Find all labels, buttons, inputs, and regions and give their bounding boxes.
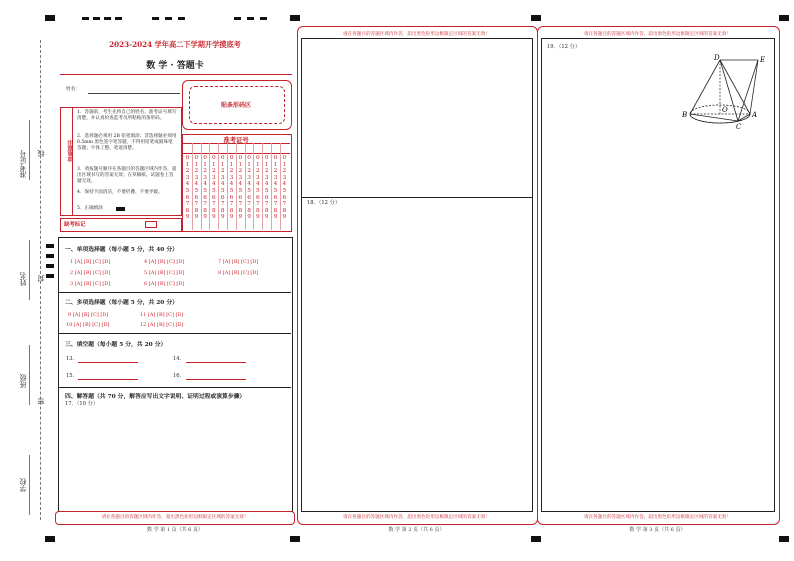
fill-14-line[interactable] xyxy=(186,362,246,363)
exam-digit-bubble[interactable]: 8 xyxy=(220,207,225,214)
exam-digit-bubble[interactable]: 5 xyxy=(247,187,251,194)
exam-digit-bubble[interactable]: 4 xyxy=(229,181,234,188)
exam-number-column[interactable] xyxy=(246,155,253,221)
notice-page2-top: 请在各题目的答题区域内作答，超出黑色矩形边框限定区域的答案无效！ xyxy=(342,32,490,37)
section-rule xyxy=(59,333,291,334)
exam-number-separator xyxy=(236,143,237,230)
exam-digit-bubble[interactable]: 3 xyxy=(264,174,269,181)
exam-digit-bubble[interactable]: 2 xyxy=(273,168,278,175)
exam-number-separator xyxy=(245,143,246,230)
exam-digit-bubble[interactable]: 0 xyxy=(229,155,234,161)
timing-mark xyxy=(45,536,55,542)
exam-digit-bubble[interactable]: 6 xyxy=(229,194,234,201)
footer-page2: 数 学 第 2 页（共 6 页） xyxy=(388,527,445,533)
exam-digit-bubble[interactable]: 1 xyxy=(238,161,243,168)
exam-digit-bubble[interactable]: 9 xyxy=(185,214,190,221)
exam-digit-bubble[interactable]: 0 xyxy=(247,155,251,161)
exam-digit-bubble[interactable]: 7 xyxy=(229,201,234,208)
exam-digit-bubble[interactable]: 6 xyxy=(185,194,190,201)
exam-digit-bubble[interactable]: 3 xyxy=(282,174,287,181)
fill-16-line[interactable] xyxy=(186,379,246,380)
exam-digit-bubble[interactable]: 9 xyxy=(282,214,287,221)
exam-number-column[interactable] xyxy=(254,155,261,221)
exam-digit-bubble[interactable]: 6 xyxy=(282,194,287,201)
mcq-4[interactable]: 4 [A] [B] [C] [D] xyxy=(144,259,185,265)
exam-digit-bubble[interactable]: 4 xyxy=(282,181,287,188)
figure-label-E: E xyxy=(760,56,766,64)
exam-digit-bubble[interactable]: 3 xyxy=(220,174,225,181)
exam-digit-bubble[interactable]: 5 xyxy=(185,187,190,194)
exam-digit-bubble[interactable]: 9 xyxy=(194,214,199,221)
exam-digit-bubble[interactable]: 8 xyxy=(247,207,251,214)
exam-digit-bubble[interactable]: 5 xyxy=(203,187,207,194)
section-rule xyxy=(59,292,291,293)
exam-digit-bubble[interactable]: 0 xyxy=(194,155,199,161)
exam-digit-bubble[interactable]: 4 xyxy=(256,181,260,188)
side-label-class: 班级 xyxy=(19,374,27,388)
exam-digit-bubble[interactable]: 1 xyxy=(264,161,269,168)
exam-digit-bubble[interactable]: 3 xyxy=(229,174,234,181)
exam-number-column[interactable] xyxy=(237,155,244,221)
timing-mark xyxy=(779,536,789,542)
exam-digit-bubble[interactable]: 1 xyxy=(194,161,199,168)
exam-digit-bubble[interactable]: 4 xyxy=(194,181,199,188)
cone-figure xyxy=(678,52,770,136)
exam-digit-bubble[interactable]: 1 xyxy=(212,161,216,168)
section3-title: 三、填空题（每小题 5 分，共 20 分） xyxy=(65,342,167,348)
figure-label-D: D xyxy=(714,54,720,62)
subject-title: 数 学 · 答题卡 xyxy=(146,61,204,71)
exam-digit-bubble[interactable]: 6 xyxy=(220,194,225,201)
exam-digit-bubble[interactable]: 5 xyxy=(282,187,287,194)
exam-digit-bubble[interactable]: 7 xyxy=(273,201,278,208)
exam-digit-bubble[interactable]: 0 xyxy=(282,155,287,161)
exam-digit-bubble[interactable]: 8 xyxy=(212,207,216,214)
side-label-seal: 封 xyxy=(37,275,45,282)
exam-digit-bubble[interactable]: 9 xyxy=(247,214,251,221)
mcq-2[interactable]: 2 [A] [B] [C] [D] xyxy=(70,270,111,276)
question-19-label: 19．（12 分） xyxy=(547,44,581,50)
exam-digit-bubble[interactable]: 3 xyxy=(238,174,243,181)
timing-mark xyxy=(82,17,89,20)
timing-mark xyxy=(531,15,541,21)
fill-14-label: 14. xyxy=(173,356,182,362)
binding-line xyxy=(40,40,41,520)
exam-digit-bubble[interactable]: 6 xyxy=(247,194,251,201)
side-label-line: 线 xyxy=(37,150,45,157)
exam-digit-bubble[interactable]: 8 xyxy=(282,207,287,214)
exam-digit-bubble[interactable]: 7 xyxy=(203,201,207,208)
exam-digit-bubble[interactable]: 8 xyxy=(273,207,278,214)
fill-13-line[interactable] xyxy=(78,362,138,363)
exam-title: 2023-2024 学年高二下学期开学摸底考 xyxy=(109,40,241,49)
exam-digit-bubble[interactable]: 2 xyxy=(247,168,251,175)
instruction-item-5: 5．正确填涂 xyxy=(77,206,103,211)
timing-mark xyxy=(46,254,54,258)
exam-digit-bubble[interactable]: 0 xyxy=(203,155,207,161)
mcq-11[interactable]: 11 [A] [B] [C] [D] xyxy=(140,312,184,318)
fill-line xyxy=(29,240,30,300)
exam-digit-bubble[interactable]: 3 xyxy=(212,174,216,181)
timing-mark xyxy=(115,17,122,20)
exam-digit-bubble[interactable]: 0 xyxy=(264,155,269,161)
exam-digit-bubble[interactable]: 5 xyxy=(194,187,199,194)
exam-digit-bubble[interactable]: 4 xyxy=(247,181,251,188)
answer-area-18[interactable] xyxy=(304,208,529,506)
exam-digit-bubble[interactable]: 3 xyxy=(247,174,251,181)
exam-number-separator xyxy=(280,143,281,230)
exam-number-column[interactable] xyxy=(202,155,209,221)
figure-label-A: A xyxy=(752,111,758,119)
section2-title: 二、多项选择题（每小题 5 分，共 20 分） xyxy=(65,300,178,306)
exam-digit-bubble[interactable]: 2 xyxy=(264,168,269,175)
exam-number-label: 准考证号 xyxy=(223,136,249,144)
exam-digit-bubble[interactable]: 6 xyxy=(203,194,207,201)
absent-checkbox[interactable] xyxy=(145,221,157,228)
exam-number-separator xyxy=(209,143,210,230)
answer-area-q16[interactable] xyxy=(304,41,529,195)
timing-mark xyxy=(290,536,300,542)
exam-digit-bubble[interactable]: 3 xyxy=(273,174,278,181)
exam-digit-bubble[interactable]: 9 xyxy=(256,214,260,221)
exam-digit-bubble[interactable]: 9 xyxy=(273,214,278,221)
notice-page3-top: 请在各题目的答题区域内作答，超出黑色矩形边框限定区域的答案无效！ xyxy=(583,32,731,37)
exam-digit-bubble[interactable]: 1 xyxy=(229,161,234,168)
exam-digit-bubble[interactable]: 2 xyxy=(212,168,216,175)
mcq-1[interactable]: 1 [A] [B] [C] [D] xyxy=(70,259,111,265)
question-17-label: 17．（10 分） xyxy=(65,401,99,407)
exam-digit-bubble[interactable]: 5 xyxy=(229,187,234,194)
exam-digit-bubble[interactable]: 0 xyxy=(238,155,243,161)
side-label-name: 姓名 xyxy=(19,272,27,286)
exam-digit-bubble[interactable]: 9 xyxy=(264,214,269,221)
exam-digit-bubble[interactable]: 1 xyxy=(220,161,225,168)
footer-page1: 数 学 第 1 页（共 6 页） xyxy=(147,527,203,533)
exam-digit-bubble[interactable]: 5 xyxy=(238,187,243,194)
barcode-label: 贴条形码区 xyxy=(220,102,251,109)
timing-mark xyxy=(260,17,267,20)
exam-number-separator xyxy=(201,143,202,230)
exam-digit-bubble[interactable]: 9 xyxy=(203,214,207,221)
exam-digit-bubble[interactable]: 0 xyxy=(220,155,225,161)
exam-digit-bubble[interactable]: 3 xyxy=(203,174,207,181)
exam-digit-bubble[interactable]: 7 xyxy=(212,201,216,208)
exam-digit-bubble[interactable]: 7 xyxy=(185,201,190,208)
fill-line xyxy=(29,120,30,180)
exam-digit-bubble[interactable]: 1 xyxy=(203,161,207,168)
mcq-12[interactable]: 12 [A] [B] [C] [D] xyxy=(140,322,184,328)
timing-mark xyxy=(104,17,111,20)
exam-digit-bubble[interactable]: 5 xyxy=(212,187,216,194)
exam-digit-bubble[interactable]: 1 xyxy=(282,161,287,168)
exam-digit-bubble[interactable]: 9 xyxy=(238,214,243,221)
section1-title: 一、单项选择题（每小题 5 分，共 40 分） xyxy=(65,247,178,253)
exam-digit-bubble[interactable]: 7 xyxy=(220,201,225,208)
exam-digit-bubble[interactable]: 8 xyxy=(264,207,269,214)
instruction-item-2: 2．选择题必须用 2B 铅笔填涂；非选择题必须用 0.5mm 黑色签字笔答题，不得用铅笔或圆珠笔答题；字体工整、笔迹清楚。 xyxy=(77,134,177,151)
figure-label-C: C xyxy=(736,123,742,131)
exam-digit-bubble[interactable]: 8 xyxy=(185,207,190,214)
exam-digit-bubble[interactable]: 6 xyxy=(273,194,278,201)
exam-digit-bubble[interactable]: 4 xyxy=(273,181,278,188)
exam-number-column[interactable] xyxy=(193,155,200,221)
exam-digit-bubble[interactable]: 5 xyxy=(256,187,260,194)
exam-digit-bubble[interactable]: 6 xyxy=(194,194,199,201)
exam-number-separator xyxy=(262,143,263,230)
figure-label-B: B xyxy=(682,111,688,119)
exam-digit-bubble[interactable]: 6 xyxy=(264,194,269,201)
timing-mark xyxy=(165,17,172,20)
fill-16-label: 16. xyxy=(173,373,182,379)
mcq-10[interactable]: 10 [A] [B] [C] [D] xyxy=(66,322,110,328)
exam-number-separator xyxy=(253,143,254,230)
exam-digit-bubble[interactable]: 8 xyxy=(229,207,234,214)
mcq-6[interactable]: 6 [A] [B] [C] [D] xyxy=(144,281,185,287)
instructions-divider xyxy=(72,107,73,215)
instruction-item-4: 4．保持卡面清洁，不要折叠、不要弄破。 xyxy=(77,190,163,195)
exam-digit-bubble[interactable]: 5 xyxy=(220,187,225,194)
notice-page1: 请在各题目的答题区域内作答，超出黑色矩形边框限定区域的答案无效！ xyxy=(101,515,249,520)
exam-digit-bubble[interactable]: 1 xyxy=(247,161,251,168)
side-label-close: 密 xyxy=(37,398,45,405)
exam-digit-bubble[interactable]: 8 xyxy=(203,207,207,214)
timing-mark xyxy=(46,244,54,248)
exam-number-column[interactable] xyxy=(184,155,191,221)
exam-digit-bubble[interactable]: 6 xyxy=(238,194,243,201)
exam-digit-bubble[interactable]: 2 xyxy=(282,168,287,175)
exam-digit-bubble[interactable]: 9 xyxy=(229,214,234,221)
exam-digit-bubble[interactable]: 8 xyxy=(194,207,199,214)
exam-digit-bubble[interactable]: 2 xyxy=(238,168,243,175)
answer-area-17[interactable] xyxy=(62,409,288,507)
exam-digit-bubble[interactable]: 2 xyxy=(229,168,234,175)
fill-15-line[interactable] xyxy=(78,379,138,380)
exam-digit-bubble[interactable]: 6 xyxy=(256,194,260,201)
exam-digit-bubble[interactable]: 5 xyxy=(264,187,269,194)
exam-number-separator xyxy=(227,143,228,230)
exam-number-separator xyxy=(218,143,219,230)
section-rule xyxy=(59,387,291,388)
header-rule xyxy=(60,74,292,75)
question-divider xyxy=(302,197,532,198)
exam-digit-bubble[interactable]: 7 xyxy=(194,201,199,208)
exam-number-column[interactable] xyxy=(281,155,288,221)
mcq-5[interactable]: 5 [A] [B] [C] [D] xyxy=(144,270,185,276)
exam-digit-bubble[interactable]: 7 xyxy=(264,201,269,208)
exam-digit-bubble[interactable]: 5 xyxy=(273,187,278,194)
timing-mark xyxy=(234,17,241,20)
exam-digit-bubble[interactable]: 0 xyxy=(212,155,216,161)
fill-line xyxy=(29,345,30,405)
exam-digit-bubble[interactable]: 3 xyxy=(185,174,190,181)
instruction-item-3: 3．请按题号顺序在各题目的答题区域内作答，超出区域书写的答案无效；在草稿纸、试题卷上答题无效。 xyxy=(77,167,177,184)
mcq-8[interactable]: 8 [A] [B] [C] [D] xyxy=(218,270,259,276)
exam-number-column[interactable] xyxy=(228,155,235,221)
exam-digit-bubble[interactable]: 7 xyxy=(282,201,287,208)
exam-digit-bubble[interactable]: 9 xyxy=(212,214,216,221)
exam-digit-bubble[interactable]: 4 xyxy=(220,181,225,188)
exam-digit-bubble[interactable]: 9 xyxy=(220,214,225,221)
exam-digit-bubble[interactable]: 7 xyxy=(256,201,260,208)
timing-mark xyxy=(779,15,789,21)
mcq-7[interactable]: 7 [A] [B] [C] [D] xyxy=(218,259,259,265)
exam-digit-bubble[interactable]: 0 xyxy=(185,155,190,161)
exam-digit-bubble[interactable]: 3 xyxy=(256,174,260,181)
exam-digit-bubble[interactable]: 0 xyxy=(256,155,260,161)
fill-13-label: 13. xyxy=(66,356,75,362)
timing-mark xyxy=(93,17,100,20)
name-field[interactable] xyxy=(88,93,180,94)
exam-digit-bubble[interactable]: 8 xyxy=(238,207,243,214)
side-label-exam-no: 准考证号 xyxy=(19,150,27,178)
instructions-label: 注意事项 xyxy=(66,140,72,163)
section4-title: 四、解答题（共 70 分，解答应写出文字说明、证明过程或演算步骤） xyxy=(65,394,246,400)
absent-mark-label: 缺考标记 xyxy=(64,222,86,228)
instruction-item-1: 1．答题前，考生先将自己的姓名、准考证号填写清楚，并认真检查监考员所粘贴的条形码。 xyxy=(77,110,177,121)
figure-label-O: O xyxy=(722,106,728,114)
exam-number-column[interactable] xyxy=(263,155,270,221)
exam-number-column[interactable] xyxy=(210,155,217,221)
timing-mark xyxy=(152,17,159,20)
exam-digit-bubble[interactable]: 2 xyxy=(220,168,225,175)
name-label: 姓名： xyxy=(66,87,80,92)
timing-mark xyxy=(290,15,300,21)
timing-mark xyxy=(531,536,541,542)
mcq-3[interactable]: 3 [A] [B] [C] [D] xyxy=(70,281,111,287)
timing-mark xyxy=(45,15,55,21)
exam-digit-bubble[interactable]: 4 xyxy=(264,181,269,188)
footer-page3: 数 学 第 3 页（共 6 页） xyxy=(629,527,686,533)
exam-digit-bubble[interactable]: 2 xyxy=(185,168,190,175)
timing-mark xyxy=(46,274,54,278)
exam-digit-bubble[interactable]: 4 xyxy=(212,181,216,188)
exam-digit-bubble[interactable]: 4 xyxy=(238,181,243,188)
exam-number-column[interactable] xyxy=(219,155,226,221)
exam-digit-bubble[interactable]: 8 xyxy=(256,207,260,214)
exam-digit-bubble[interactable]: 7 xyxy=(247,201,251,208)
notice-page3-bottom: 请在各题目的答题区域内作答，超出黑色矩形边框限定区域的答案无效！ xyxy=(583,515,731,520)
timing-mark xyxy=(178,17,185,20)
exam-number-separator xyxy=(192,143,193,230)
notice-page2-bottom: 请在各题目的答题区域内作答，超出黑色矩形边框限定区域的答案无效！ xyxy=(342,515,490,520)
mcq-9[interactable]: 9 [A] [B] [C] [D] xyxy=(68,312,109,318)
instructions-box xyxy=(60,107,182,216)
exam-digit-bubble[interactable]: 6 xyxy=(212,194,216,201)
exam-digit-bubble[interactable]: 1 xyxy=(273,161,278,168)
side-label-school: 学校 xyxy=(19,478,27,492)
exam-digit-bubble[interactable]: 7 xyxy=(238,201,243,208)
exam-number-separator xyxy=(271,143,272,230)
question-18-label: 18．（12 分） xyxy=(307,200,341,206)
fill-line xyxy=(29,455,30,515)
exam-digit-bubble[interactable]: 3 xyxy=(194,174,199,181)
exam-number-column[interactable] xyxy=(272,155,279,221)
exam-digit-bubble[interactable]: 2 xyxy=(256,168,260,175)
exam-digit-bubble[interactable]: 2 xyxy=(194,168,199,175)
exam-digit-bubble[interactable]: 4 xyxy=(203,181,207,188)
fill-15-label: 15. xyxy=(66,373,75,379)
timing-mark xyxy=(247,17,254,20)
exam-digit-bubble[interactable]: 2 xyxy=(203,168,207,175)
exam-digit-bubble[interactable]: 1 xyxy=(256,161,260,168)
exam-digit-bubble[interactable]: 0 xyxy=(273,155,278,161)
filled-sample-mark xyxy=(116,207,125,211)
exam-digit-bubble[interactable]: 1 xyxy=(185,161,190,168)
timing-mark xyxy=(46,264,54,268)
exam-digit-bubble[interactable]: 4 xyxy=(185,181,190,188)
